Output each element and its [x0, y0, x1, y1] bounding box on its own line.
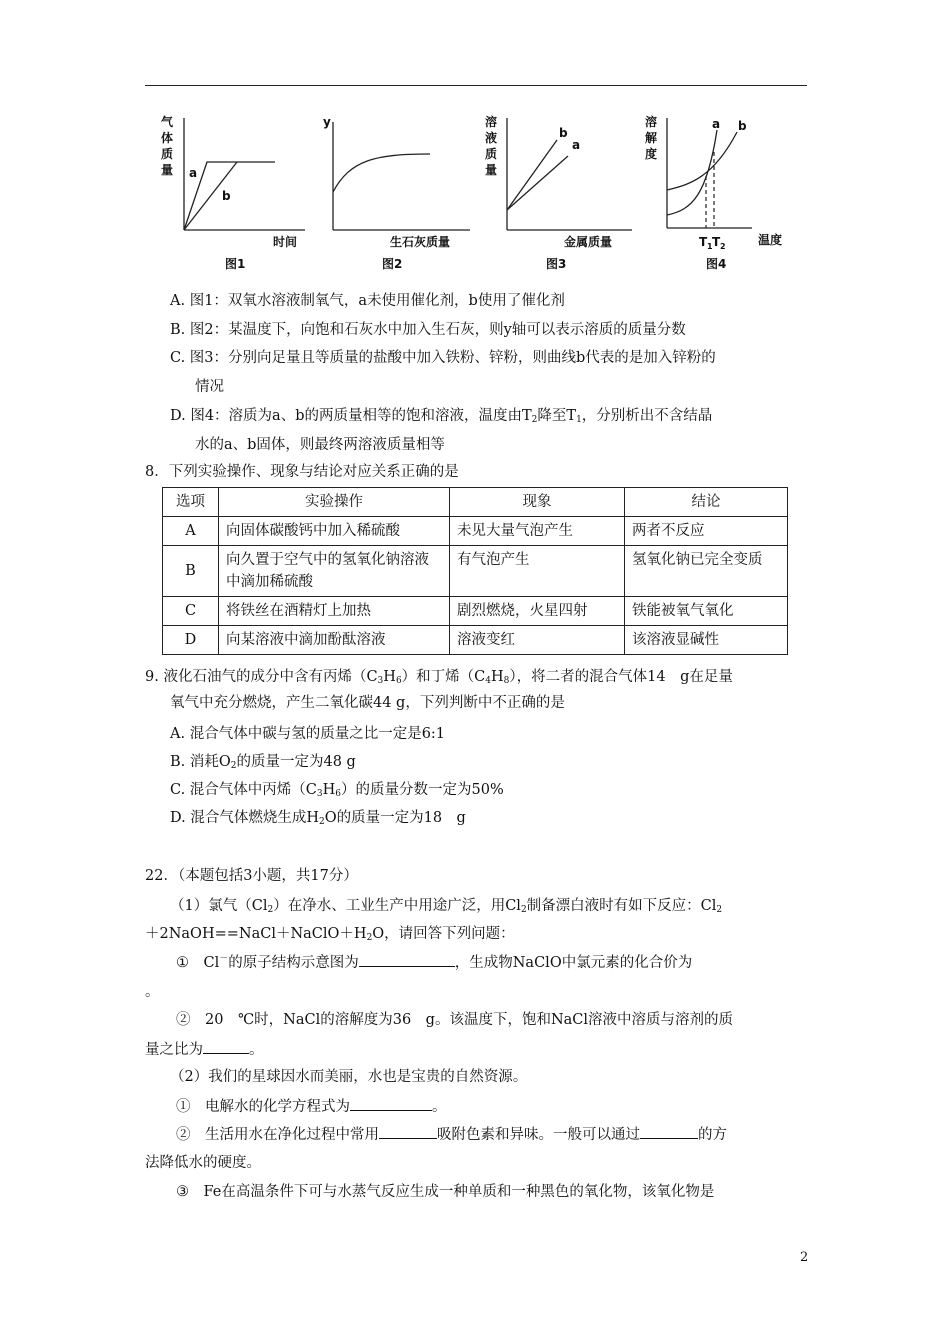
- figure-3: [482, 110, 642, 274]
- q9-stem-line2: 氧气中充分燃烧，产生二氧化碳44 g，下列判断中不正确的是: [170, 695, 565, 711]
- q22-title: 22．（本题包括3小题，共17分）: [145, 868, 358, 884]
- fig4-curve-a: [667, 130, 717, 215]
- fig2-xlabel: 生石灰质量: [390, 235, 451, 249]
- q22-item1-end: [145, 982, 160, 1002]
- q9-option-a: A. 混合气体中碳与氢的质量之比一定是6:1: [170, 726, 446, 742]
- q22-item2: ② 20 ℃时，NaCl的溶解度为36 g。该温度下，饱和NaCl溶液中溶质与溶剂的质: [176, 1012, 734, 1028]
- cell-conclusion: 氢氧化钠已完全变质: [625, 546, 788, 597]
- figure-1: [155, 110, 315, 274]
- answer-blank-structure[interactable]: [359, 952, 455, 967]
- cell-phenomenon: 溶液变红: [450, 626, 625, 655]
- fig2-caption: 图2: [382, 257, 403, 271]
- q9-c-text-1: C. 混合气体中丙烯（C: [170, 782, 317, 798]
- q22-i1-end: 。: [145, 984, 160, 1000]
- q22-p1-text-1: （1）氯气（Cl: [170, 898, 268, 914]
- cell-phenomenon: 有气泡产生: [450, 546, 625, 597]
- answer-blank-method[interactable]: [640, 1124, 698, 1139]
- q9-stem-3: ）和丁烯（C: [401, 669, 486, 685]
- q7-option-b: B. 图2：某温度下，向饱和石灰水中加入生石灰，则y轴可以表示溶质的质量分数: [170, 322, 686, 338]
- answer-blank-ratio[interactable]: [203, 1039, 249, 1054]
- fig2-curve: [333, 154, 430, 192]
- q22-item-j2: [176, 1124, 727, 1145]
- fig1-ylabel-1: 气: [161, 115, 174, 129]
- q22-p1-text-5: O，请回答下列问题：: [372, 926, 515, 942]
- fig4-ylabel-1: 溶: [645, 115, 658, 129]
- fig4-t2-label: T: [712, 235, 721, 249]
- q22-j1-text: ① 电解水的化学方程式为: [176, 1099, 350, 1115]
- fig3-curve-a: [507, 156, 568, 210]
- q7-option-d-line1: D. 图4：溶质为a、b的两质量相等的饱和溶液，温度由$T_2$降至$T_1$，分别析出不含结晶: [170, 408, 713, 425]
- q22-item-j1: [176, 1096, 447, 1117]
- cell-operation: 将铁丝在酒精灯上加热: [219, 597, 450, 626]
- q22-p1-text-4: ＋2NaOH==NaCl＋NaClO＋H: [145, 926, 367, 942]
- fig1-xlabel: 时间: [273, 235, 298, 249]
- header-phenomenon: 现象: [450, 488, 625, 517]
- fig4-xlabel: 温度: [758, 233, 783, 247]
- fig3-label-a: a: [572, 138, 581, 152]
- cell-conclusion: 铁能被氧气氧化: [625, 597, 788, 626]
- q22-item2-line2: [145, 1039, 264, 1060]
- fig1-ylabel-4: 量: [161, 163, 174, 177]
- fig3-label-b: b: [559, 126, 568, 140]
- fig1-ylabel-3: 质: [161, 147, 174, 161]
- cell-option: D: [163, 626, 219, 655]
- q7-option-c-line2: 情况: [195, 379, 224, 395]
- figure-2: [320, 110, 480, 274]
- q8-stem: 8．下列实验操作、现象与结论对应关系正确的是: [145, 464, 459, 480]
- q7-d-text-2: 降至T: [537, 408, 577, 424]
- q9-b-text-2: 的质量一定为48 g: [236, 754, 356, 770]
- fig4-label-b: b: [738, 119, 747, 133]
- q22-i2-text-2: 量之比为: [145, 1042, 203, 1058]
- cell-phenomenon: 未见大量气泡产生: [450, 517, 625, 546]
- answer-blank-equation[interactable]: [350, 1096, 432, 1111]
- q9-stem-4: H: [491, 669, 504, 685]
- top-rule: [145, 85, 807, 86]
- q22-part1-line1: （1）氯气$(Cl_2)$在净水、工业生产中用途广泛，用$Cl_2$制备漂白液时有如下反应：$Cl_2$: [170, 898, 723, 915]
- fig2-ylabel: y: [323, 115, 331, 129]
- fig1-ylabel-2: 体: [161, 131, 174, 145]
- q7-d-text-1: D. 图4：溶质为a、b的两质量相等的饱和溶液，温度由T: [170, 408, 532, 424]
- q22-item1: [176, 952, 692, 973]
- header-operation: 实验操作: [219, 488, 450, 517]
- q8-table: [162, 487, 788, 655]
- q9-stem-1: 9. 液化石油气的成分中含有丙烯（C: [145, 669, 378, 685]
- q22-j2-text-1: ② 生活用水在净化过程中常用: [176, 1127, 379, 1143]
- table-row: [163, 597, 788, 626]
- table-header-row: [163, 488, 788, 517]
- q22-part1-line2: $+2NaOH==NaCl+NaClO+H_2O$，请回答下列问题：: [145, 926, 515, 943]
- cell-option: C: [163, 597, 219, 626]
- q9-c-text-3: ）的质量分数一定为50%: [341, 782, 504, 798]
- fig4-t2-sub: 2: [720, 242, 726, 251]
- q22-p1-text-2: ）在净水、工业生产中用途广泛，用Cl: [273, 898, 521, 914]
- q9-b-text-1: B. 消耗O: [170, 754, 231, 770]
- q22-j2-text-3: 的方: [698, 1127, 727, 1143]
- fig4-curve-b: [667, 132, 737, 190]
- fig3-curve-b: [507, 140, 557, 210]
- q22-i1-text-1: ① Cl: [176, 955, 220, 971]
- q22-i2-end: 。: [249, 1042, 264, 1058]
- fig4-t1-label: T: [699, 235, 708, 249]
- q9-option-c: C. 混合气体中丙烯$(C_3H_6)$的质量分数一定为50%: [170, 782, 504, 799]
- q22-i1-sup: －: [219, 954, 229, 965]
- q7-option-c-line1: C. 图3：分别向足量且等质量的盐酸中加入铁粉、锌粉，则曲线b代表的是加入锌粉的: [170, 350, 716, 366]
- cell-conclusion: 两者不反应: [625, 517, 788, 546]
- cell-operation: 向某溶液中滴加酚酞溶液: [219, 626, 450, 655]
- q22-p1-text-3: 制备漂白液时有如下反应：Cl: [526, 898, 717, 914]
- fig3-ylabel-2: 液: [485, 131, 498, 145]
- fig3-ylabel-1: 溶: [485, 115, 498, 129]
- q7-option-d-line2: 水的a、b固体，则最终两溶液质量相等: [195, 437, 445, 453]
- cell-operation: 向久置于空气中的氢氧化钠溶液中滴加稀硫酸: [219, 546, 450, 597]
- fig4-label-a: a: [712, 117, 721, 131]
- fig4-ylabel-3: 度: [645, 147, 658, 161]
- fig1-label-b: b: [222, 189, 231, 203]
- figure-4: [642, 110, 802, 274]
- fig4-t1-sub: 1: [707, 242, 713, 251]
- fig3-xlabel: 金属质量: [564, 235, 613, 249]
- q22-part2: （2）我们的星球因水而美丽，水也是宝贵的自然资源。: [170, 1069, 528, 1085]
- fig3-ylabel-4: 量: [485, 163, 498, 177]
- table-row: [163, 517, 788, 546]
- q22-item-j3: ③ Fe在高温条件下可与水蒸气反应生成一种单质和一种黑色的氧化物，该氧化物是: [176, 1184, 715, 1200]
- q9-c-text-2: H: [322, 782, 336, 798]
- q9-d-text-2: O的质量一定为18 g: [324, 810, 466, 826]
- fig3-ylabel-3: 质: [485, 147, 498, 161]
- fig1-label-a: a: [189, 166, 198, 180]
- q22-i1-text-3: ，生成物NaClO中氯元素的化合价为: [454, 955, 693, 971]
- q9-stem-2: H: [383, 669, 396, 685]
- q9-option-d: D. 混合气体燃烧生成$H_2O$的质量一定为18 g: [170, 810, 466, 827]
- answer-blank-adsorbent[interactable]: [379, 1124, 437, 1139]
- fig4-caption: 图4: [706, 257, 727, 271]
- cell-phenomenon: 剧烈燃烧，火星四射: [450, 597, 625, 626]
- header-conclusion: 结论: [625, 488, 788, 517]
- cell-conclusion: 该溶液显碱性: [625, 626, 788, 655]
- table-row: [163, 546, 788, 597]
- q22-j1-end: 。: [432, 1099, 447, 1115]
- cell-option: A: [163, 517, 219, 546]
- q22-item-j2-line2: 法降低水的硬度。: [145, 1155, 261, 1171]
- cell-operation: 向固体碳酸钙中加入稀硫酸: [219, 517, 450, 546]
- q9-stem-5: ），将二者的混合气体14 g在足量: [509, 669, 733, 685]
- q22-j2-text-2: 吸附色素和异味。一般可以通过: [437, 1127, 640, 1143]
- q7-option-a: A. 图1：双氧水溶液制氧气，a未使用催化剂，b使用了催化剂: [170, 293, 565, 309]
- fig4-ylabel-2: 解: [645, 131, 658, 145]
- q9-d-text-1: D. 混合气体燃烧生成H: [170, 810, 319, 826]
- fig3-caption: 图3: [546, 257, 567, 271]
- q9-option-b: B. 消耗$O_2$的质量一定为48 g: [170, 754, 356, 771]
- header-option: 选项: [163, 488, 219, 517]
- table-row: [163, 626, 788, 655]
- q7-d-text-3: ，分别析出不含结晶: [581, 408, 713, 424]
- fig1-caption: 图1: [225, 257, 246, 271]
- cell-option: B: [163, 546, 219, 597]
- q22-i1-text-2: 的原子结构示意图为: [228, 955, 359, 971]
- page-number: 2: [800, 1250, 809, 1265]
- q9-stem-line1: 9. 液化石油气的成分中含有丙烯$(C_3H_6)$和丁烯$(C_4H_8)$，将二者的混合气体14 g在足量: [145, 669, 733, 686]
